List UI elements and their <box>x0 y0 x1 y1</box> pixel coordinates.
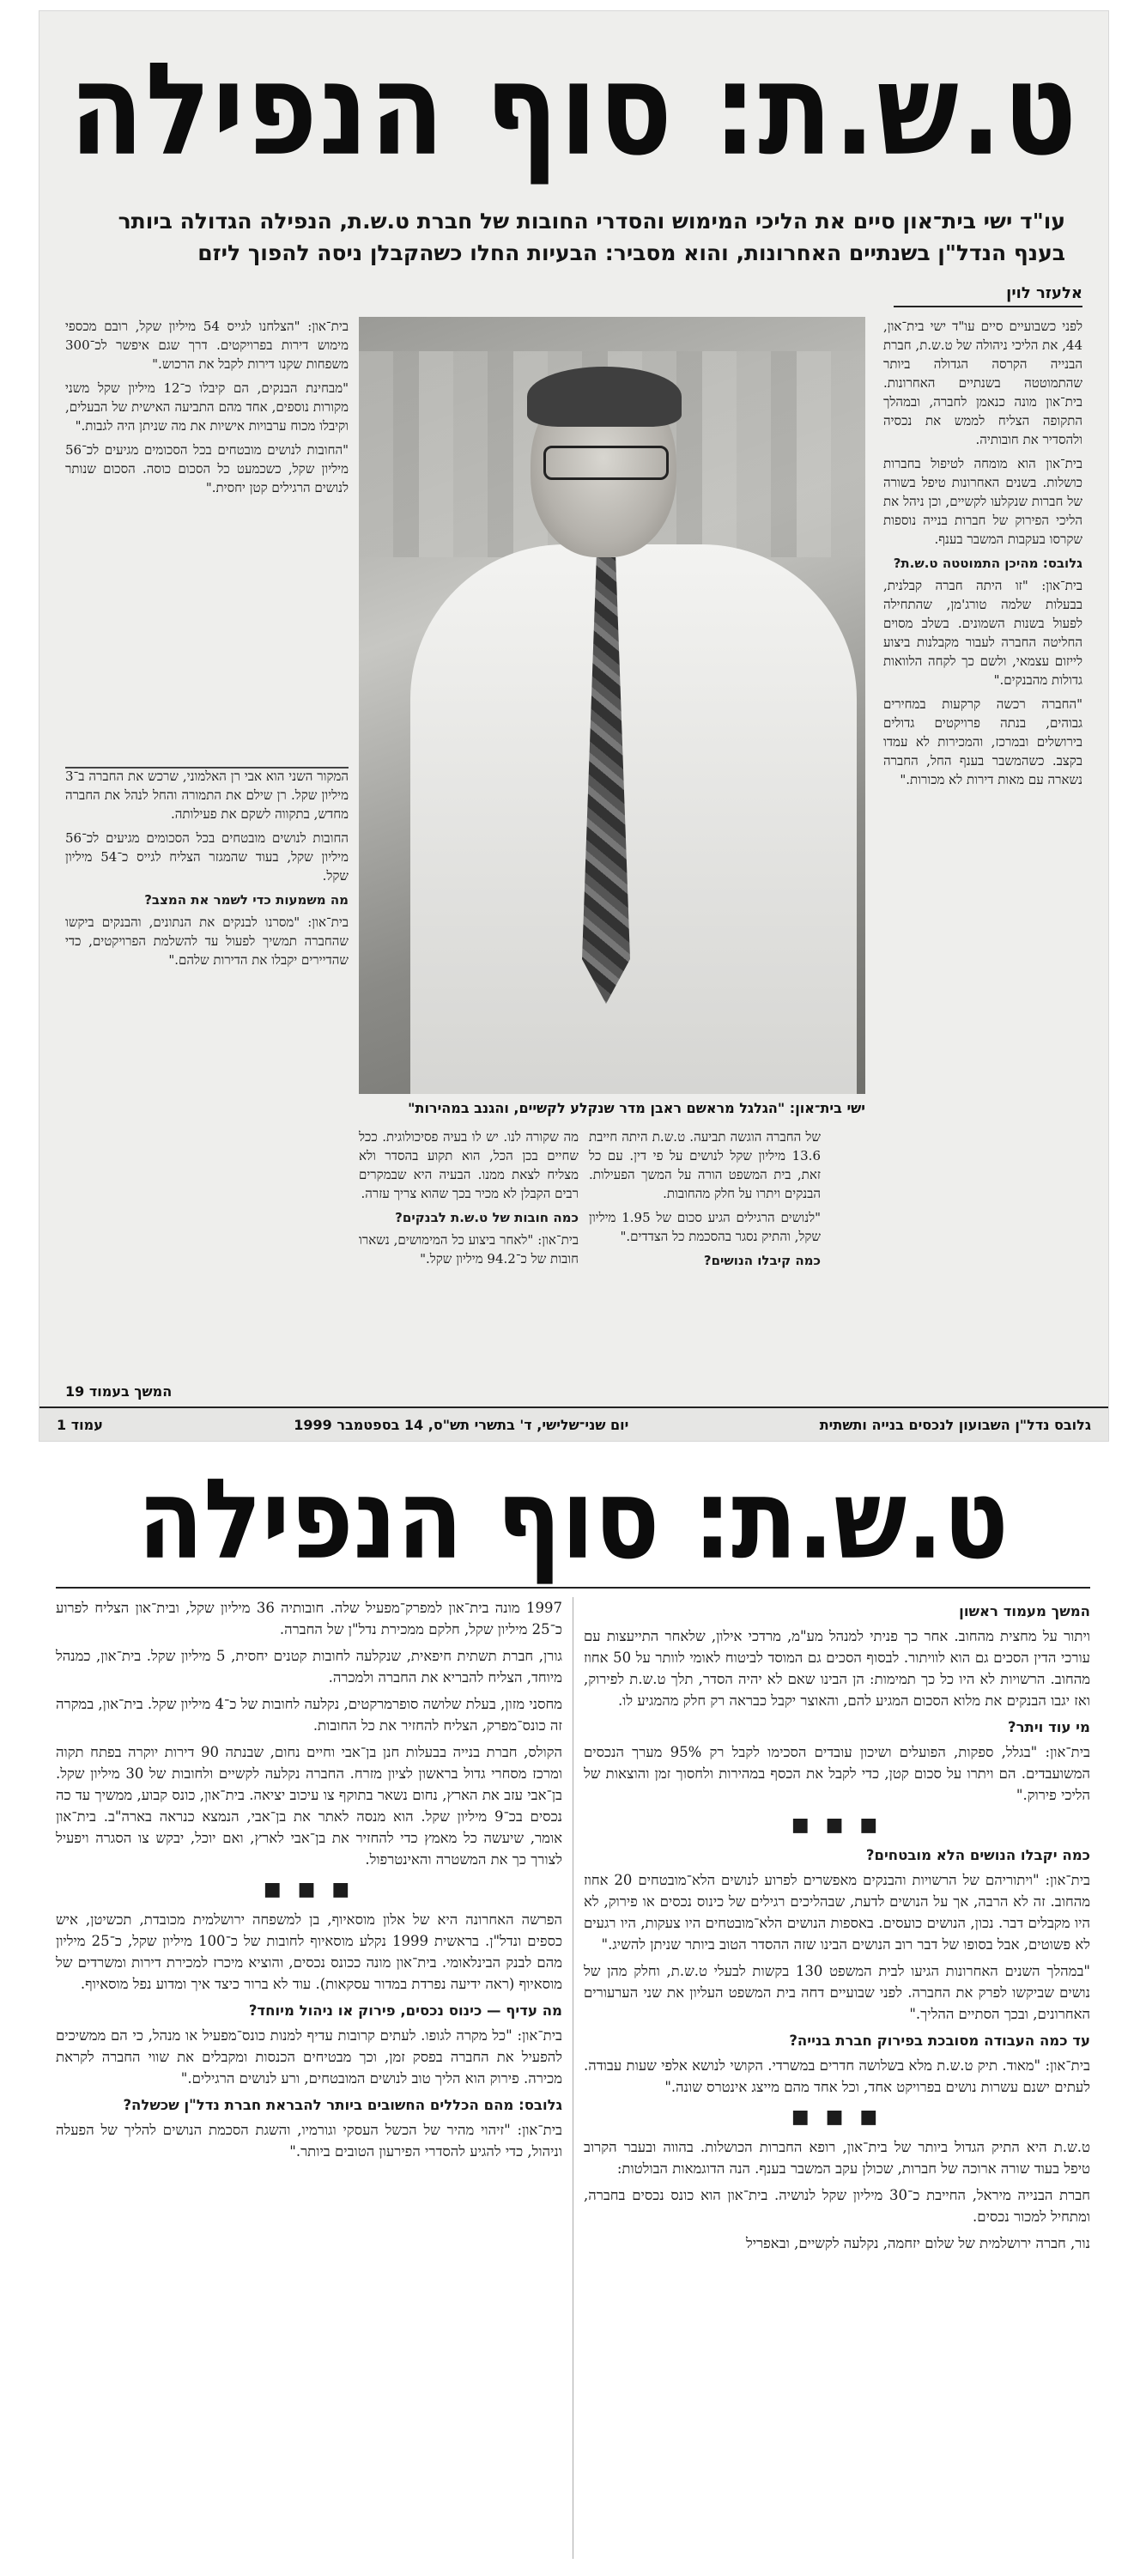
paragraph: גורן, חברת תשתית חיפאית, שנקלעה לחובות קטנים יחסית, 5 מיליון שקל. בית־און, כמנהל מיוחד, הצליח להבריא את החברה ולמכרה. <box>56 1648 562 1686</box>
portrait-photo <box>359 317 865 1094</box>
section-separator: ■ ■ ■ <box>263 1879 355 1900</box>
shirt-shape <box>410 544 857 1094</box>
question: כמה קיבלו הנושים? <box>703 1253 821 1268</box>
paragraph: בית־און: "ויתוריהם של הרשויות והבנקים מאפשרים לפרוע לנושים הלא־מובטחים 20 אחוז מהחוב. זה לא הרבה, אך על הנושים לדעת, שבהליכים רגילים של כינוס נכסים או פירוק, לא היו מקבלים דבר. נכון, הנושים כועסים. באספות הנושים הלא־מובטחים היו צעקות, היו רגעים לא פשוטים, אבל בסופו של דבר רוב הנושים הבינו שזה ההסדר הטוב ביותר שניתן להשיג." <box>584 1872 1090 1953</box>
section-separator: ■ ■ ■ <box>791 2106 883 2128</box>
page-footer <box>39 1406 1108 1441</box>
paragraph: מחסני מזון, בעלת שלושה סופרמרקטים, נקלעה לחובות של כ־4 מיליון שקל. בית־און, במקרה זה כונס־מפרק, הצליח להחזיר את כל החובות. <box>56 1696 562 1734</box>
continued-from-label: המשך מעמוד ראשון <box>959 1603 1090 1619</box>
article-column-left <box>65 317 349 755</box>
paragraph: "החובות לנושים מובטחים בכל הסכומים מגיעים לכ־56 מיליון שקל, כשכמעט כל הסכום כוסה. הסכום שנותר לנושים הרגילים קטן יחסית." <box>65 442 349 495</box>
article-column-middle <box>359 1127 579 1385</box>
headline: ט.ש.ת: סוף הנפילה <box>137 1455 1009 1584</box>
article-column-right <box>883 317 1082 1296</box>
paragraph: הקולס, חברת בנייה בבעלות חנן בן־אבי וחיים נחום, שבנתה 90 דירות יוקרה בפתח תקוה ומרכז מסחרי גדול בראשון לציון מזרח. החברה נקלעה לקשיים ולחובות של 30 מיליון שקל. בן־אבי עזב את הארץ, נחום נשאר בתוקף צו עיכוב יציאה. בית־און, כונס קבוע, ממשיך עד כה נכסים בכ־9 מיליון שקל. הוא מנסה לאתר את בן־אבי, הנמצא כנראה בארה"ב. בית־און אומר, שיעשה כל מאמץ כדי להחזיר את בן־אבי לארץ, ואם יוכל, יבקש צו הסגרה ויפעיל לצורך כך את המשטרה והאינטרפול. <box>56 1744 562 1868</box>
paragraph: "מבחינת הבנקים, הם קיבלו כ־12 מיליון שקל משני מקורות נוספים, אחד מהם התביעה האישית של הבעלים, וקיבלו מכוח ערבויות אישיות את מה שניתן היה לגבות." <box>65 380 349 434</box>
paragraph: "לנושים הרגילים הגיע סכום של 1.95 מיליון שקל, והתיק נסגר בהסכמת כל הצדדים." <box>589 1210 821 1244</box>
continuation-column-right <box>584 1597 1090 2559</box>
paragraph: בית־און: "הצלחנו לגייס 54 מיליון שקל, רובם מכספי מימוש דירות בפרויקטים. דרך שגם איפשר לכ־300 משפחות שקנו דירות לקבל את הרכוש." <box>65 319 349 372</box>
footer-date: יום שני־שלישי, ד' בתשרי תש"ס, 14 בספטמבר 1999 <box>294 1416 629 1433</box>
question: כמה חובות של ט.ש.ת לבנקים? <box>395 1210 579 1225</box>
question: כמה יקבלו הנושים הלא מובטחים? <box>865 1847 1090 1863</box>
section-separator: ■ ■ ■ <box>791 1814 883 1836</box>
paragraph: בית־און: "זיהוי מהיר של הכשל העסקי וגורמיו, והשגת הסכמת הנושים להליך של הפעלה וניהול, כדי להגיע להסדרי הפירעון הטובים ביותר." <box>56 2122 562 2160</box>
paragraph: המקור השני הוא אבי רן האלמוני, שרכש את החברה ב־3 מיליון שקל. רן שילם את התמורה והחל לנהל את החברה מחדש, בתקווה לשקם את פעילותה. <box>65 769 349 822</box>
continued-notice: המשך בעמוד 19 <box>65 1383 173 1400</box>
question: עד כמה העבודה מסובכת בפירוק חברת בנייה? <box>789 2032 1090 2049</box>
continuation-clipping <box>39 1451 1107 2567</box>
paragraph: נור, חברה ירושלמית של שלום יזחמה, נקלעה לקשיים, ובאפריל <box>746 2235 1090 2251</box>
paragraph: 1997 מונה בית־און למפרק־מפעיל שלה. חובותיה 36 מיליון שקל, ובית־און הצליח לפרוע כ־25 מיליון שקל, חלקם ממכירת נדל"ן של החברה. <box>56 1600 562 1637</box>
footer-page-number: עמוד 1 <box>57 1416 103 1433</box>
paragraph: "במהלך השנים האחרונות הגיעו לבית המשפט 130 בקשות לבעלי ט.ש.ת, וחלק מהן של נושים שביקשו לפרק את החברה. לפני שבועיים דחה בית המשפט העליון את שני הערעורים האחרונים, ובכך הסתיים ההליך." <box>584 1963 1090 2022</box>
paragraph: בית־און: "כל מקרה לגופו. לעתים קרובות עדיף למנות כונס־מפעיל או מנהל, כי הם ממשיכים להפעיל את החברה בפסק זמן, וכך מבטיחים הכנסות ומקבלים את שווי החברה לקראת מכירה. פירוק הוא הליך טוב לנושים המובטחים, ורע לנושים הרגילים." <box>56 2027 562 2087</box>
paragraph: החובות לנושים מובטחים בכל הסכומים מגיעים לכ־56 מיליון שקל, בעוד שהמגזר הצליח לגייס כ־54 מיליון שקל. <box>65 830 349 884</box>
subheadline: עו"ד ישי בית־און סיים את הליכי המימוש והסדרי החובות של חברת ט.ש.ת, הנפילה הגדולה ביותר בענף הנדל"ן בשנתיים האחרונות, והוא מסביר: הבעיות החלו כשהקבלן ניסה להפוך ליזם <box>118 209 1065 265</box>
paragraph: בית־און: "מאוד. תיק ט.ש.ת מלא בשלושה חדרים במשרדי. הקושי לנושא אלפי שעות עבודה. לעתים ישנם עשרות נושים בפרויקט אחד, וכל אחד מהם מייצג אינטרס שונה." <box>584 2057 1090 2095</box>
paragraph: לפני כשבועיים סיים עו"ד ישי בית־און, 44, את הליכי ניהולה של ט.ש.ת, חברת הבנייה הקרסה הגדולה ביותר שהתמוטטה בשנתיים האחרונות. בית־און מונה כנאמן לחברה, ובמהלך התקופה הצליח לממש את נכסיה ולהסדיר את חובותיה. <box>883 319 1082 447</box>
paragraph: של החברה הוגשה תביעה. ט.ש.ת היתה חייבת 13.6 מיליון שקל לנושים על פי דין. עם כל זאת, בית המשפט הורה על המשך הפעילות. הבנקים ויתרו על חלק מהחובות. <box>589 1129 821 1201</box>
paragraph: ויתור על מחצית מהחוב. אחר כך פניתי למנהל מע"מ, מרדכי אילון, שלאחר התייעצות עם עורכי הדין הסכים גם הוא לוויתור. לבסוף הסכים גם המוסד לביטוח לאומי לוותר על 50 אחוז מהחוב. הרשויות לא היו כל כך תמימות: הן הבינו שאם לא יהיה הסדר, תלך ט.ש.ת לפירוק, ואז יגבו הבנקים את מלוא הסכום המגיע להם, והאוצר יקבל כבראה רק חלק מהמגיע לו. <box>584 1628 1090 1709</box>
question: מה משמעות כדי לשמר את המצב? <box>144 892 349 908</box>
article-column-left-lower <box>65 767 349 1273</box>
paragraph: מה שקורה לנו. יש לו בעיה פסיכולוגית. ככל שחיים בכן הכל, הוא תקוע בהסדר ולא מצליח לצאת ממנו. הבעיה היא שבמקרים רבים הקבלן לא מכיר בכך שהוא צריך עזרה. <box>359 1129 579 1201</box>
glasses-shape <box>543 446 669 480</box>
question: גלובס: מהיכן התמוטטה ט.ש.ת? <box>893 556 1082 571</box>
paragraph: בית־און: "לאחר ביצוע כל המימושים, נשארו חובות של כ־94.2 מיליון שקל." <box>359 1232 579 1267</box>
paragraph: "החברה רכשה קרקעות במחירים גבוהים, בנתה פרויקטים גדולים בירושלים ובמרכז, והמכירות לא עמדו בקצב. כשהמשבר בענף החל, החברה נשארה עם מאות דירות לא מכורות." <box>883 696 1082 787</box>
paragraph: ט.ש.ת היא התיק הגדול ביותר של בית־און, רופא החברות הכושלות. בהווה ובעבר הקרוב טיפל בעוד שורה ארוכה של חברות, שכולן עקב המשבר בענף. הנה הדוגמאות הבולטות: <box>584 2139 1090 2177</box>
continuation-column-left <box>56 1597 562 2559</box>
front-page-clipping <box>39 10 1109 1442</box>
question: גלובס: מהם הכללים החשובים ביותר להבראת חברת נדל"ן שכשלה? <box>123 2097 562 2113</box>
paragraph: בית־און: "מסרנו לבנקים את הנתונים, והבנקים ביקשו שהחברה תמשיך לפעול עד להשלמת הפרויקטים, כדי שהדיירים יקבלו את הדירות שלהם." <box>65 914 349 968</box>
headline-rule <box>56 1587 1090 1589</box>
hair-shape <box>527 367 682 427</box>
headline: ט.ש.ת: סוף הנפילה <box>69 34 1079 185</box>
paragraph: הפרשה האחרונה היא של אלון מוסאיוף, בן למשפחה ירושלמית מכובדת, תכשיטן, איש כספים ונדל"ן. בראשית 1999 נקלע מוסאיוף לחובות של כ־100 מיליון שקל, כ־25 מיליון מהם לבנק הבינלאומי. בית־און מונה ככונס נכסים, והוציא מיכרז למכירת דירות ומשרדים של מוסאיוף (ראה ידיעה נפרדת במדור עסקאות). עוד לא ברור כיצד איך ומדוע נפל מוסאיוף. <box>56 1911 562 1992</box>
paragraph: בית־און: "בגלל, ספקות, הפועלים ושיכון עובדים הסכימו לקבל רק 95% מערך הנכסים המשועבדים. הם ויתרו על סכום קטן, כדי לקבל את הכסף במהירות ולחסוך זמן והוצאות של הליכי פירוק." <box>584 1744 1090 1803</box>
question: מה עדיף — כינוס נכסים, פירוק או ניהול מיוחד? <box>248 2002 562 2019</box>
article-column-middle-2 <box>589 1127 821 1385</box>
paragraph: בית־און הוא מומחה לטיפול בחברות כושלות. בשנים האחרונות טיפל בשורה של חברות שנקלעו לקשיים, וכן ניהל את הליכי הפירוק של חברות בנייה נוספות שקרסו בעקבות המשבר בענף. <box>883 456 1082 547</box>
photo-caption: ישי בית־און: "הגלגל מראשם ראבן מדר שנקלע לקשיים, והגנב במהירות" <box>408 1100 865 1116</box>
paragraph: בית־און: "זו היתה חברה קבלנית, בבעלות שלמה טורג'מן, שהתחילה לפעול בשנות השמונים. בשלב מסוים החליטה החברה לעבור מקבלנות ביצוע לייזום עצמאי, ולשם כך לקחה הלוואות גדולות מהבנקים." <box>883 578 1082 688</box>
paragraph: חברת הבנייה מיראל, החייבת כ־30 מיליון שקל לנושיה. בית־און הוא כונס נכסים בחברה, ומתחיל למכור נכסים. <box>584 2187 1090 2225</box>
question: מי עוד ויתר? <box>1008 1719 1090 1735</box>
author-byline: אלעזר לוין <box>894 284 1082 307</box>
footer-publication: גלובס נדל"ן השבועון לנכסים בנייה ותשתית <box>819 1416 1091 1433</box>
